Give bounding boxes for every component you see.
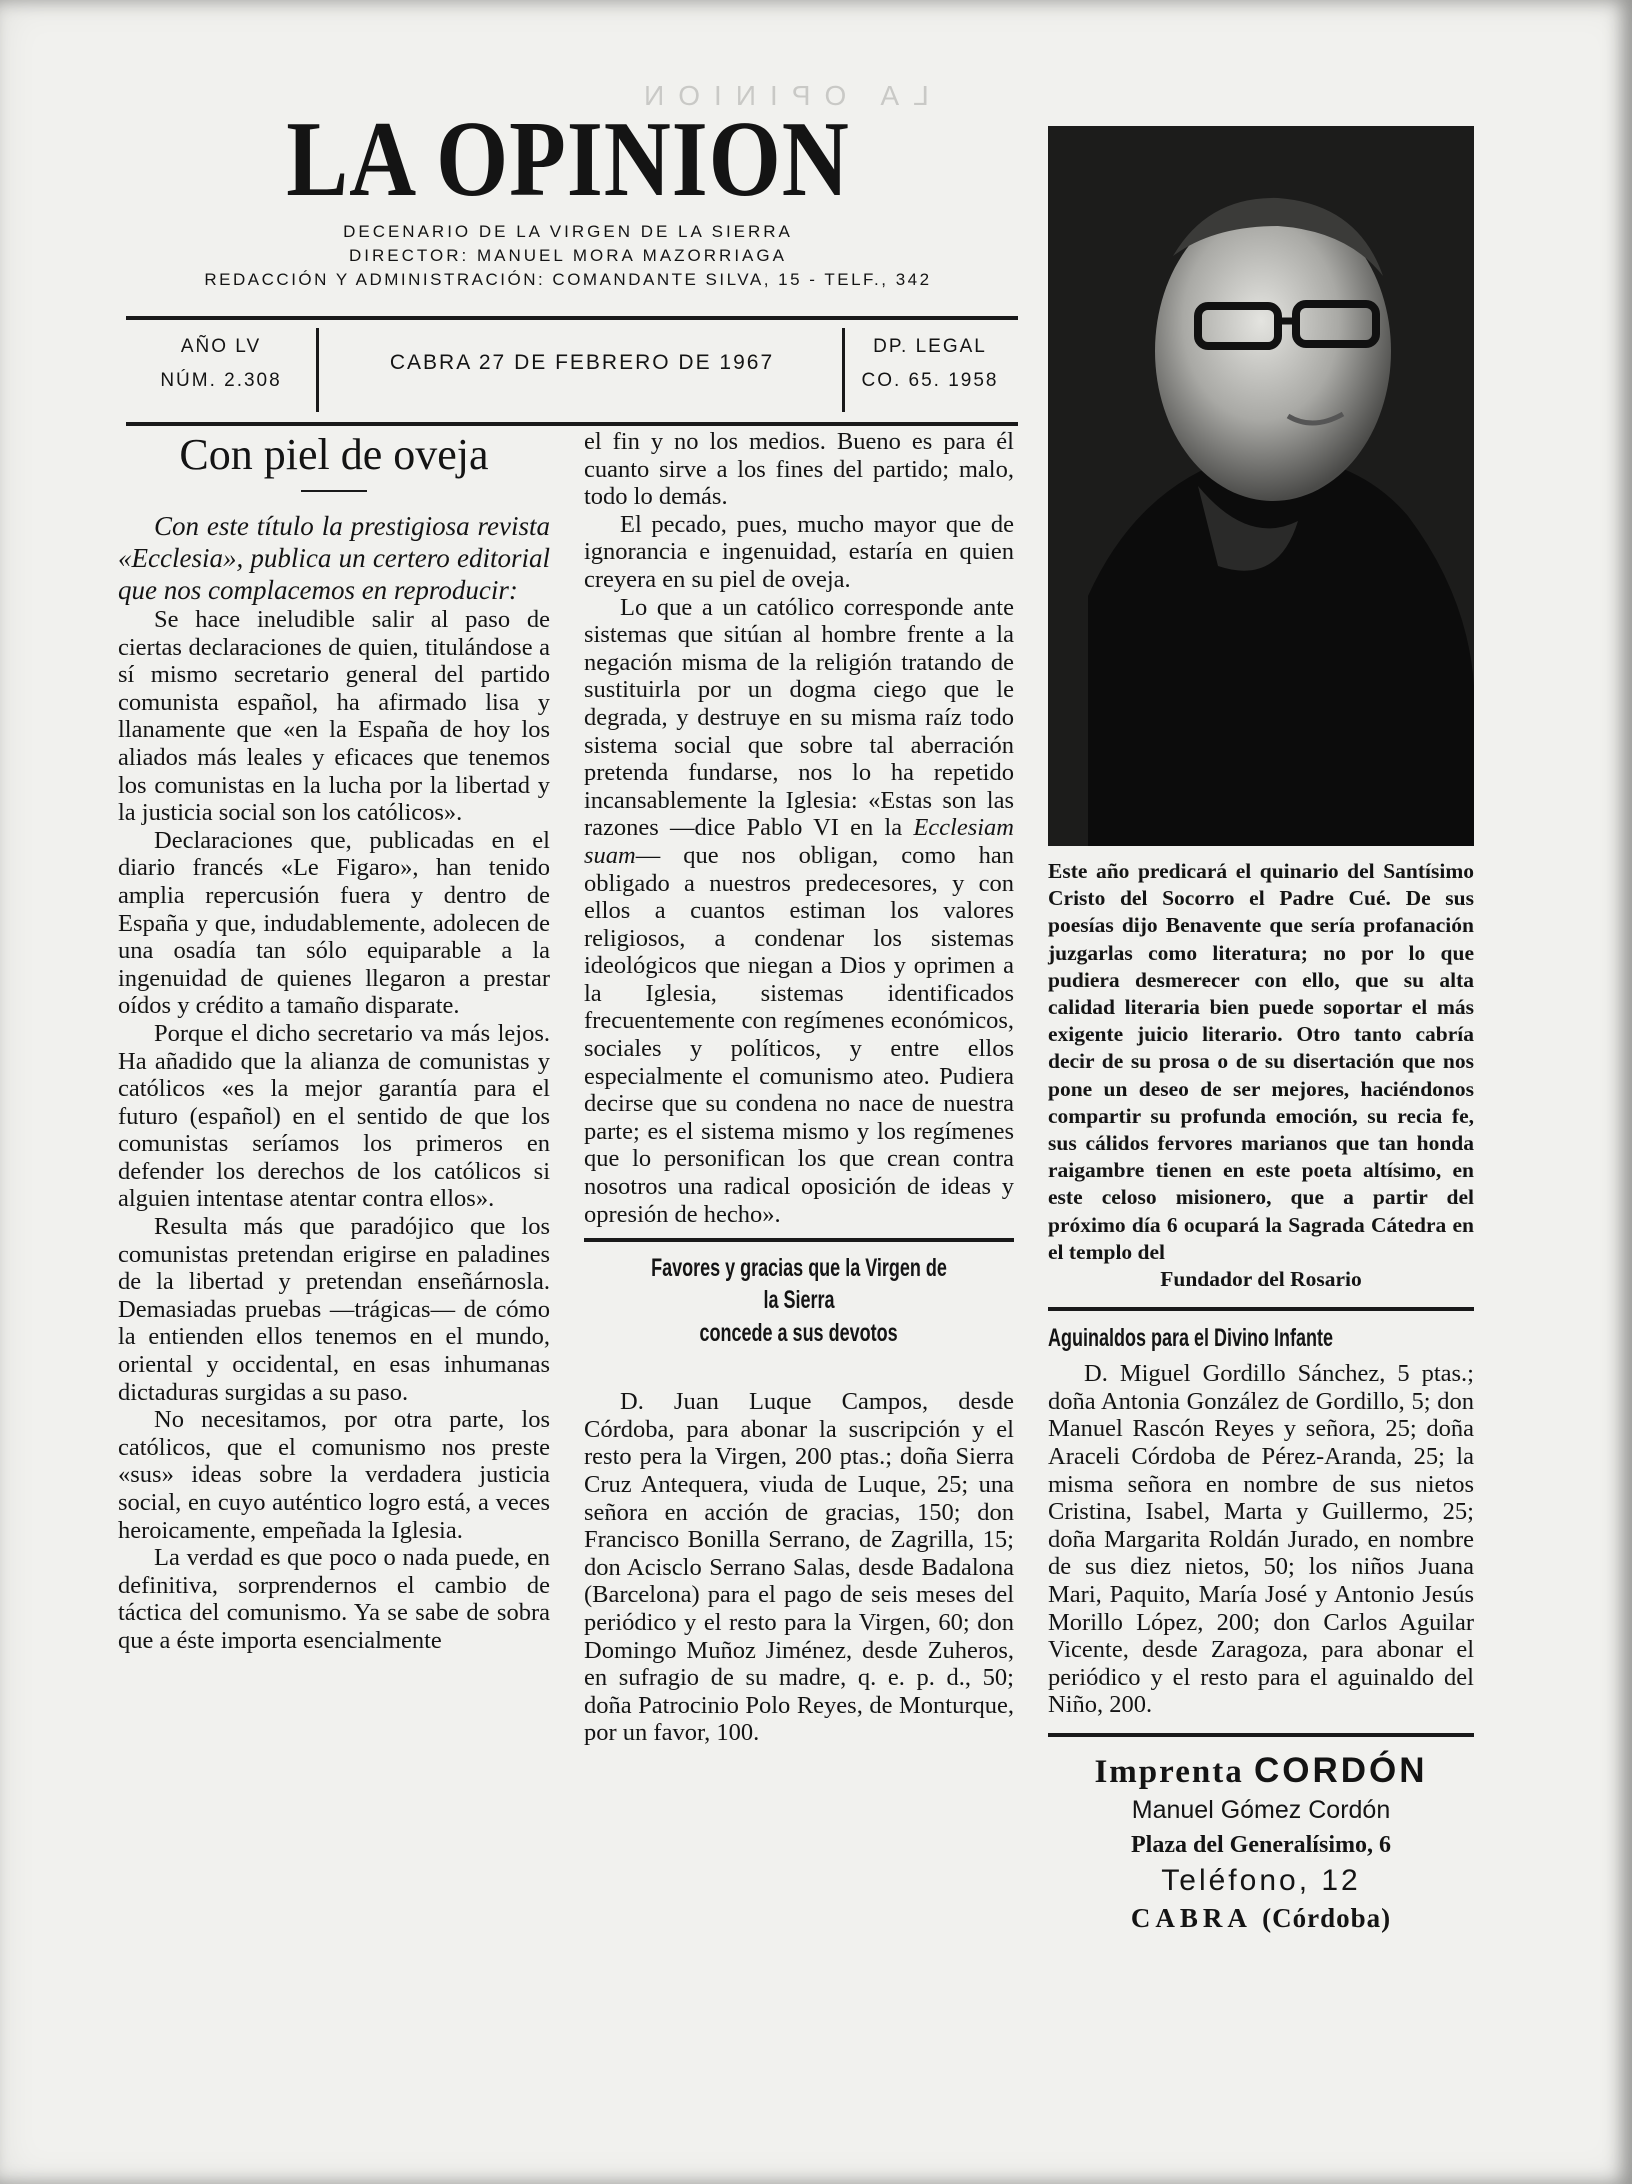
ad-phone: Teléfono, 12 xyxy=(1161,1863,1361,1897)
ad-title xyxy=(1048,1751,1474,1792)
article-paragraph: D. Juan Luque Campos, desde Córdoba, para abonar la suscripción y el resto pera la Virgen, 200 ptas.; doña Sierra Cruz Antequera, viuda de Luque, 25; una señora en acción de gracias, 150; don Francisco Bonilla Serrano, de Zagrilla, 15; don Acisclo Serrano Salas, desde Badalona (Barcelona) para el pago de seis meses del periódico y el resto para la Virgen, 60; don Domingo Muñoz Jiménez, desde Zuheros, en sufragio de su madre, q. e. p. d., 50; doña Patrocinio Polo Reyes, de Monturque, por un favor, 100. xyxy=(584,1388,1014,1747)
ad-province: (Córdoba) xyxy=(1262,1902,1392,1933)
article-paragraph: Declaraciones que, publicadas en el diario francés «Le Figaro», han tenido amplia repercusión fuera y dentro de España y que, indudablemente, adolecen de una osadía tan sólo equiparable a la ingenuidad de quienes llegaron a prestar oídos y crédito a tamaño disparate. xyxy=(118,826,550,1020)
article-paragraph: El pecado, pues, mucho mayor que de ignorancia e ingenuidad, estaría en quien creyera en su piel de oveja. xyxy=(584,510,1014,593)
masthead-director: DIRECTOR: MANUEL MORA MAZORRIAGA xyxy=(349,246,787,265)
column-3 xyxy=(1048,126,1474,1936)
article-paragraph: Porque el dicho secretario va más lejos. Ha añadido que la alianza de comunistas y católicos «es la mejor garantía para el futuro (español) en el sentido de que los comunistas seríamos los primeros en defender los derechos de los católicos si alguien intentase atentar contra ellos». xyxy=(118,1019,550,1213)
issue-dateline: CABRA 27 DE FEBRERO DE 1967 xyxy=(389,351,775,374)
article-paragraph: Se hace ineludible salir al paso de ciertas declaraciones de quien, titulándose a sí mismo secretario general del partido comunista español, ha afirmado lisa y llanamente que «en la España de hoy los aliados más leales y eficaces que tenemos los comunistas en la lucha por la libertad y la justicia social son los católicos». xyxy=(118,606,550,827)
legal-deposit-label: DP. LEGAL xyxy=(873,336,987,357)
priest-portrait-photo xyxy=(1048,126,1474,846)
article-paragraph: No necesitamos, por otra parte, los católicos, que el comunismo nos preste «sus» ideas sobre la verdadera justicia social, en cuyo auténtico logro está, a veces heroicamente, empeñada la Iglesia. xyxy=(118,1406,550,1544)
ad-address: Plaza del Generalísimo, 6 xyxy=(1131,1831,1391,1858)
article-headline xyxy=(1048,1321,1474,1356)
divider xyxy=(316,328,319,412)
article-headline xyxy=(584,1252,1014,1350)
column-1 xyxy=(118,428,550,1655)
article-intro: Con este título la prestigiosa revista «Ecclesia», publica un certero editorial que nos complacemos en reproducir: xyxy=(118,511,550,605)
masthead-address: REDACCIÓN Y ADMINISTRACIÓN: COMANDANTE SILVA, 15 - TELF., 342 xyxy=(204,270,932,289)
headline-line: Favores y gracias que la Virgen de la Sierra xyxy=(651,1254,947,1315)
article-body xyxy=(118,606,550,1655)
photo-caption xyxy=(1048,858,1474,1293)
article-paragraph: Resulta más que paradójico que los comunistas pretendan erigirse en paladines de la libertad y pretendan enseñárnosla. Demasiadas pruebas —trágicas— de cómo la entienden ellos tenemos en el mundo, oriental y occidental, en esas inhumanas dictaduras surgidas a su paso. xyxy=(118,1213,550,1406)
legal-deposit-number: CO. 65. 1958 xyxy=(861,370,999,391)
article-paragraph xyxy=(584,594,1014,1229)
article-paragraph: D. Miguel Gordillo Sánchez, 5 ptas.; doña Antonia González de Gordillo, 5; don Manuel Rascón Reyes y señora, 25; doña Araceli Córdoba de Pérez-Aranda, 25; la misma señora en nombre de sus nietos Cristina, Isabel, Marta y Guillermo, 25; doña Margarita Roldán Jurado, en nombre de sus diez nietos, 50; los niños Juana Mari, Paquito, María José y Antonio Jesús Morillo López, 200; don Carlos Aguilar Vicente, desde Zaragoza, para abonar el periódico y el resto para el aguinaldo del Niño, 200. xyxy=(1048,1360,1474,1719)
section-rule xyxy=(584,1238,1014,1242)
ad-city-name: CABRA xyxy=(1130,1902,1251,1933)
issue-number: NÚM. 2.308 xyxy=(160,370,282,391)
article-headline: Con piel de oveja xyxy=(179,430,489,479)
headline-line: concede a sus devotos xyxy=(699,1319,899,1348)
headline-text: Aguinaldos para el Divino Infante xyxy=(1048,1324,1334,1353)
printer-advertisement xyxy=(1048,1751,1474,1936)
caption-text: Este año predicará el quinario del Santísimo Cristo del Socorro el Padre Cué. De sus poesías dijo Benavente que sería profanación juzgarlas como literatura; no por lo que pudiera desmerecer con ello, que su alta calidad literaria bien puede soportar el más exigente juicio literario. Otro tanto cabría decir de su prosa o de su disertación que nos pone un deseo de ser mejores, haciéndonos compartir su profunda emoción, su recia fe, sus cálidos fervores marianos que tan honda raigambre tienen en este poeta altísimo, en este celoso misionero, que a partir del próximo día 6 ocupará la Sagrada Cátedra en el templo del xyxy=(1048,859,1474,1264)
section-rule xyxy=(1048,1307,1474,1311)
article-paragraph: La verdad es que poco o nada puede, en definitiva, sorprendernos el cambio de táctica del comunismo. Ya se sabe de sobra que a éste importa esencialmente xyxy=(118,1544,550,1654)
legal-deposit-block xyxy=(842,330,1018,398)
article-continuation: el fin y no los medios. Bueno es para él cuanto sirve a los fines del partido; malo, todo lo demás. xyxy=(584,428,1014,511)
ad-title-word: Imprenta xyxy=(1094,1753,1244,1790)
issue-number-block xyxy=(126,330,316,398)
masthead xyxy=(118,100,1018,292)
encyclical-title: Ecclesiam suam xyxy=(584,814,1014,869)
portrait-illustration xyxy=(1048,126,1474,846)
issue-info-bar xyxy=(126,316,1018,426)
bleed-through-text: LA OPINION xyxy=(630,80,929,111)
masthead-subtitle: DECENARIO DE LA VIRGEN DE LA SIERRA xyxy=(343,222,793,241)
newspaper-title: LA OPINION xyxy=(286,100,850,219)
paragraph-text: — que nos obligan, como han obligado a nuestros predecesores, y con ellos a cuantos estiman los valores religiosos, a condenar los sistemas ideológicos que niegan a Dios y oprimen a la Iglesia, sistemas identificados frecuentemente con regímenes económicos, sociales y políticos, y entre ellos especialmente el comunismo ateo. Pudiera decirse que su condena no nace de nuestra parte; es el sistema mismo y los regímenes que lo personifican los que crean contra nosotros una radical oposición de ideas y opresión de hecho». xyxy=(584,841,1014,1228)
ad-city xyxy=(1048,1900,1474,1936)
column-2 xyxy=(584,428,1014,1747)
divider xyxy=(301,490,367,492)
ad-title-name: CORDÓN xyxy=(1253,1750,1428,1790)
section-rule xyxy=(1048,1733,1474,1737)
issue-year: AÑO LV xyxy=(180,336,262,357)
caption-last-line: Fundador del Rosario xyxy=(1160,1267,1362,1292)
paragraph-text: Lo que a un católico corresponde ante sistemas que sitúan al hombre frente a la negación misma de la religión tratando de sustituirla por un dogma ciego que le degrada, y destruye en su misma raíz todo sistema social que sobre tal aberración pretenda fundarse, nos lo ha repetido incansablemente la Iglesia: «Estas son las razones —dice Pablo VI en la xyxy=(584,593,1014,842)
article-body xyxy=(584,511,1014,594)
ad-owner: Manuel Gómez Cordón xyxy=(1131,1795,1391,1824)
